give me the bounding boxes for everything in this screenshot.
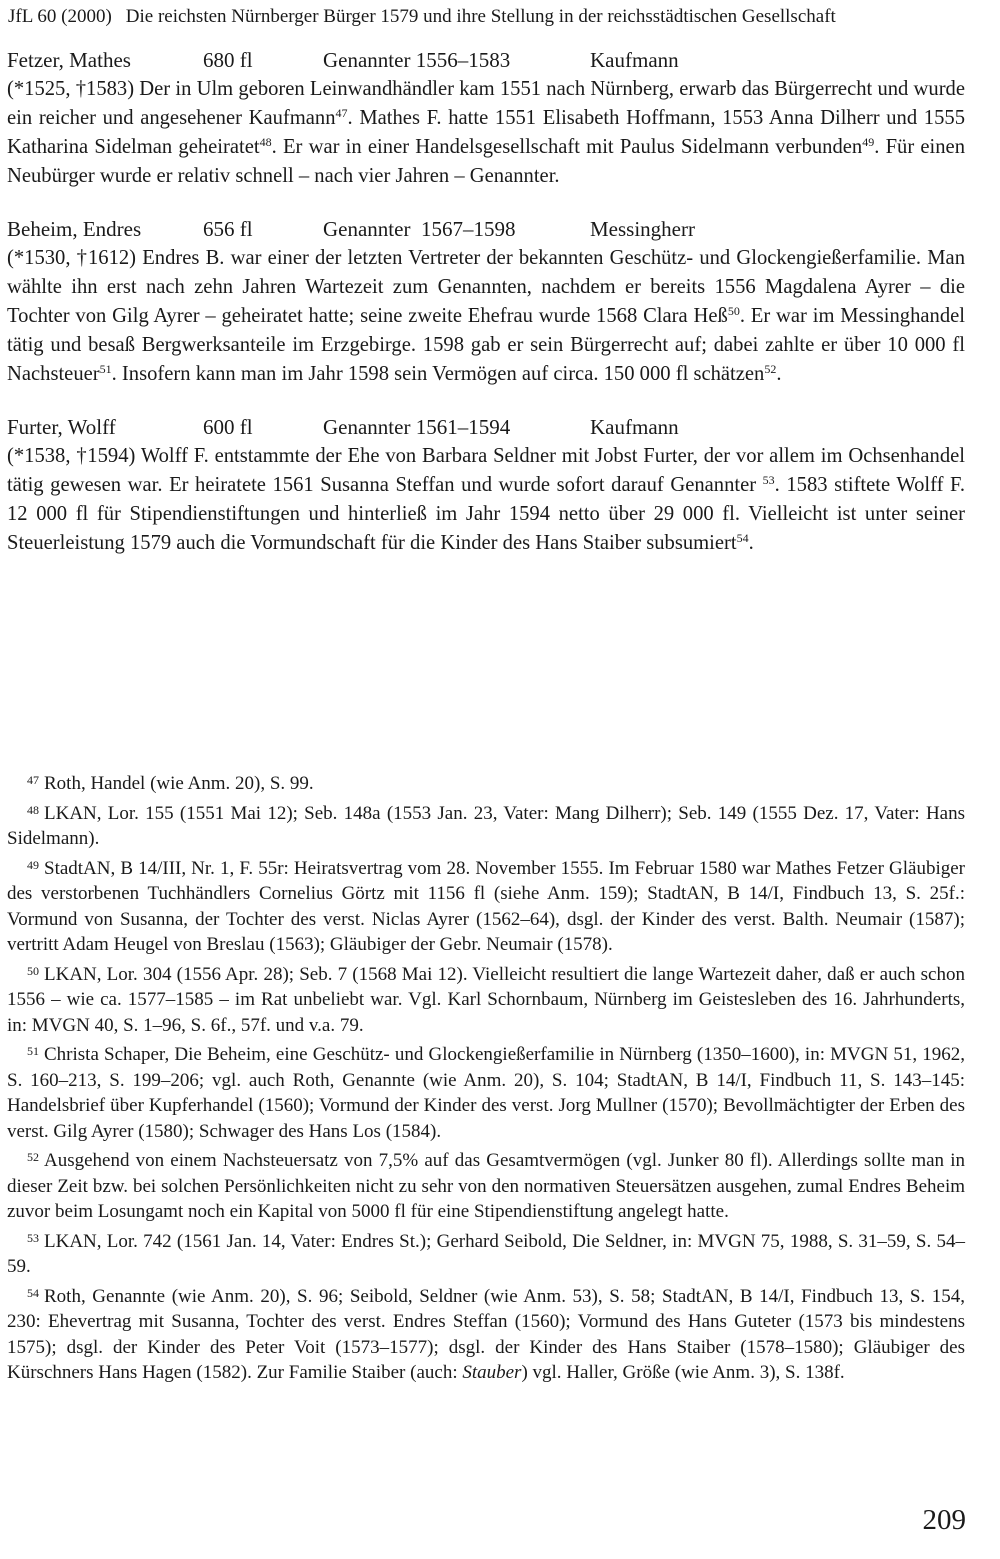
footnote-52: $^{52}$ Ausgehend von einem Nachsteuersatz von 7,5% auf das Gesamtvermögen (vgl. Junker 80 fl). Allerdings sollte man in dieser Zeit bzw. bei solchen Persönlichkeiten nicht zu sehr von den normativen Steuersätzen ausgehen, zumal Endres Beheim zuvor beim Losungamt noch ein Kapital von 5000 fl für eine Stipendienstiftung angelegt hatte. [7,1150,965,1222]
footnote-50: $^{50}$ LKAN, Lor. 304 (1556 Apr. 28); Seb. 7 (1568 Mai 12). Vielleicht resultiert die lange Wartezeit daher, daß er auch schon 1556 – wie ca. 1577–1585 – im Rat unbeliebt war. Vgl. Karl Schornbaum, Nürnberg im Geistesleben des 16. Jahrhunderts, in: MVGN 40, S. 1–96, S. 6f., 57f. und v.a. 79. [7,963,965,1036]
entry-heading [7,215,965,244]
entry-role: Genannter 1561–1594 [323,415,511,439]
journal-ref: JfL 60 (2000) [8,6,112,27]
entry-body: (*1530, †1612) Endres B. war einer der letzten Vertreter der bekannten Geschütz- und Glockengießerfamilie. Man wählte ihn erst nach zehn Jahren Wartezeit zum Genannten, nachdem er bereits 1556 Magdalena Ayrer – die Tochter von Gilg Ayrer – geheiratet hatte; seine zweite Ehefrau wurde 1568 Clara Heß$^{50}$. Er war im Messinghandel tätig und besaß Bergwerksanteile im Erzgebirge. 1598 gab er sein Bürgerrecht auf; dabei zahlte er über 10 000 fl Nachsteuer$^{51}$. Insofern kann man im Jahr 1598 sein Vermögen auf circa. 150 000 fl schätzen$^{52}$. [7,247,965,385]
entry-body: (*1525, †1583) Der in Ulm geboren Leinwandhändler kam 1551 nach Nürnberg, erwarb das Bürgerrecht und wurde ein reicher und angesehener Kaufmann$^{47}$. Mathes F. hatte 1551 Elisabeth Hoffmann, 1553 Anna Dilherr und 1555 Katharina Sidelman geheiratet$^{48}$. Er war in einer Handelsgesellschaft mit Paulus Sidelmann verbunden$^{49}$. Für einen Neubürger wurde er relativ schnell – nach vier Jahren – Genannter. [7,78,965,187]
footnote-ref[interactable]: 54 [736,531,749,545]
footnote-ref[interactable]: 48 [259,135,272,149]
footnote-51: $^{51}$ Christa Schaper, Die Beheim, eine Geschütz- und Glockengießerfamilie in Nürnberg (1350–1600), in: MVGN 51, 1962, S. 160–213, S. 199–206; vgl. auch Roth, Genannte (wie Anm. 20), S. 104; StadtAN, B 14/I, Findbuch 11, S. 143–145: Handelsbrief über Kupferhandel (1560); Vormund der Kinder des verst. Jorg Mullner (1570); Bevollmächtigter der Erben des verst. Gilg Ayrer (1580); Schwager des Hans Los (1584). [7,1044,965,1142]
footnote-47: $^{47}$ Roth, Handel (wie Anm. 20), S. 99. [27,773,314,794]
entry-beheim [7,215,965,389]
entry-amount: 656 fl [203,217,253,241]
footnote-48: $^{48}$ LKAN, Lor. 155 (1551 Mai 12); Seb. 148a (1553 Jan. 23, Vater: Mang Dilherr); Seb. 149 (1555 Dez. 17, Vater: Hans Sidelmann). [7,802,965,849]
footnotes [7,768,965,1387]
footnote-49: $^{49}$ StadtAN, B 14/III, Nr. 1, F. 55r: Heiratsvertrag vom 28. November 1555. Im Februar 1580 war Mathes Fetzer Gläubiger des verstorbenen Tuchhändlers Cornelius Görtz mit 1156 fl (siehe Anm. 159); StadtAN, B 14/I, Findbuch 13, S. 25f.: Vormund von Susanna, der Tochter des verst. Niclas Ayrer (1562–64), dsgl. der Kinder des verst. Balth. Neumair (1587); vertritt Adam Heugel von Breslau (1563); Gläubiger der Gebr. Neumair (1578). [7,857,965,955]
entry-name: Beheim, Endres [7,217,142,241]
footnote-ref[interactable]: 47 [335,106,348,120]
entry-occupation: Kaufmann [590,415,679,439]
entry-furter [7,413,965,558]
footnote-54: $^{54}$ Roth, Genannte (wie Anm. 20), S. 96; Seibold, Seldner (wie Anm. 53), S. 58; StadtAN, B 14/I, Findbuch 13, S. 154, 230: Ehevertrag mit Susanna, Tochter des verst. Endres Steffan (1560); Vormund des Hans Guteter (1573 bis mindestens 1575); dsgl. der Kinder des Peter Voit (1573–1577); dsgl. der Kinder des Hans Staiber (1578–1580); Gläubiger des Kürschners Hans Hagen (1582). Zur Familie Staiber (auch: Stauber) vgl. Haller, Größe (wie Anm. 3), S. 138f. [7,1285,965,1383]
entry-role: Genannter 1556–1583 [323,48,511,72]
page-number: 209 [922,1504,966,1536]
footnote-ref[interactable]: 51 [99,362,112,376]
main-text [7,46,965,582]
entry-name: Furter, Wolff [7,415,116,439]
entry-heading [7,413,965,442]
entry-fetzer [7,46,965,191]
entry-role: Genannter 1567–1598 [323,217,516,241]
entry-amount: 600 fl [203,415,253,439]
running-header [8,4,992,30]
running-title: Die reichsten Nürnberger Bürger 1579 und ihre Stellung in der reichsstädtischen Gesellschaft [125,6,836,27]
entry-occupation: Kaufmann [590,48,679,72]
entry-body: (*1538, †1594) Wolff F. entstammte der Ehe von Barbara Seldner mit Jobst Furter, der vor allem im Ochsenhandel tätig gewesen war. Er heiratete 1561 Susanna Steffan und wurde sofort darauf Genannter $^{53}$. 1583 stiftete Wolff F. 12 000 fl für Stipendienstiftungen und hinterließ im Jahr 1594 netto über 29 000 fl. Vielleicht ist unter seiner Steuerleistung 1579 auch die Vormundschaft für die Kinder des Hans Staiber subsumiert$^{54}$. [7,445,965,554]
footnote-ref[interactable]: 49 [862,135,875,149]
entry-occupation: Messingherr [590,217,695,241]
footnote-53: $^{53}$ LKAN, Lor. 742 (1561 Jan. 14, Vater: Endres St.); Gerhard Seibold, Die Seldner, in: MVGN 75, 1988, S. 31–59, S. 54–59. [7,1230,965,1277]
footnote-ref[interactable]: 52 [764,362,777,376]
entry-name: Fetzer, Mathes [7,48,131,72]
entry-heading [7,46,965,75]
entry-amount: 680 fl [203,48,253,72]
footnote-ref[interactable]: 53 [762,473,775,487]
footnote-ref[interactable]: 50 [727,304,740,318]
